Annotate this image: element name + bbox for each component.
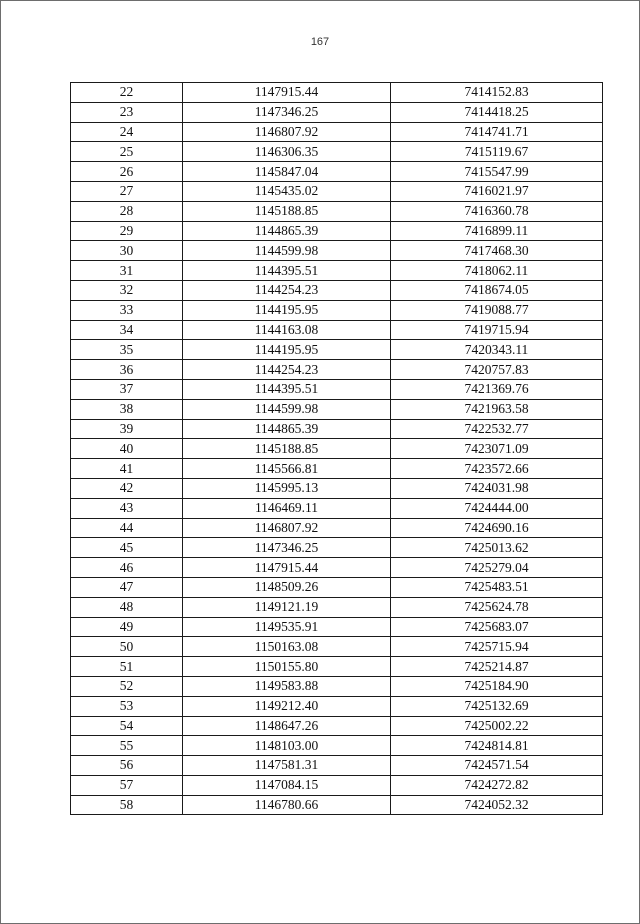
- y-coordinate-cell: 7423572.66: [391, 459, 603, 479]
- table-row: [71, 102, 603, 122]
- x-coordinate-cell: 1144195.95: [183, 300, 391, 320]
- x-coordinate-cell: 1150163.08: [183, 637, 391, 657]
- table-row: [71, 83, 603, 103]
- y-coordinate-cell: 7418674.05: [391, 280, 603, 300]
- y-coordinate-cell: 7416360.78: [391, 201, 603, 221]
- x-coordinate-cell: 1145188.85: [183, 439, 391, 459]
- coordinates-table: [70, 82, 603, 815]
- point-number-cell: 33: [71, 300, 183, 320]
- point-number-cell: 31: [71, 261, 183, 281]
- point-number-cell: 34: [71, 320, 183, 340]
- table-row: [71, 320, 603, 340]
- table-row: [71, 261, 603, 281]
- x-coordinate-cell: 1145995.13: [183, 478, 391, 498]
- point-number-cell: 36: [71, 360, 183, 380]
- table-row: [71, 300, 603, 320]
- point-number-cell: 50: [71, 637, 183, 657]
- x-coordinate-cell: 1146469.11: [183, 498, 391, 518]
- y-coordinate-cell: 7420343.11: [391, 340, 603, 360]
- table-row: [71, 478, 603, 498]
- point-number-cell: 39: [71, 419, 183, 439]
- table-row: [71, 795, 603, 815]
- point-number-cell: 41: [71, 459, 183, 479]
- y-coordinate-cell: 7425214.87: [391, 657, 603, 677]
- table-row: [71, 221, 603, 241]
- y-coordinate-cell: 7419088.77: [391, 300, 603, 320]
- point-number-cell: 42: [71, 478, 183, 498]
- table-row: [71, 597, 603, 617]
- table-row: [71, 577, 603, 597]
- x-coordinate-cell: 1144163.08: [183, 320, 391, 340]
- table-row: [71, 716, 603, 736]
- y-coordinate-cell: 7421369.76: [391, 379, 603, 399]
- point-number-cell: 38: [71, 399, 183, 419]
- table-row: [71, 696, 603, 716]
- x-coordinate-cell: 1147581.31: [183, 756, 391, 776]
- y-coordinate-cell: 7425624.78: [391, 597, 603, 617]
- y-coordinate-cell: 7414741.71: [391, 122, 603, 142]
- point-number-cell: 35: [71, 340, 183, 360]
- table-row: [71, 241, 603, 261]
- table-row: [71, 201, 603, 221]
- point-number-cell: 47: [71, 577, 183, 597]
- point-number-cell: 45: [71, 538, 183, 558]
- table-row: [71, 399, 603, 419]
- x-coordinate-cell: 1150155.80: [183, 657, 391, 677]
- y-coordinate-cell: 7415547.99: [391, 162, 603, 182]
- table-row: [71, 676, 603, 696]
- y-coordinate-cell: 7422532.77: [391, 419, 603, 439]
- x-coordinate-cell: 1144254.23: [183, 280, 391, 300]
- point-number-cell: 32: [71, 280, 183, 300]
- x-coordinate-cell: 1146306.35: [183, 142, 391, 162]
- table-row: [71, 142, 603, 162]
- y-coordinate-cell: 7418062.11: [391, 261, 603, 281]
- y-coordinate-cell: 7424272.82: [391, 775, 603, 795]
- table-row: [71, 736, 603, 756]
- table-row: [71, 162, 603, 182]
- point-number-cell: 25: [71, 142, 183, 162]
- y-coordinate-cell: 7424690.16: [391, 518, 603, 538]
- point-number-cell: 40: [71, 439, 183, 459]
- y-coordinate-cell: 7417468.30: [391, 241, 603, 261]
- x-coordinate-cell: 1144395.51: [183, 261, 391, 281]
- y-coordinate-cell: 7425184.90: [391, 676, 603, 696]
- x-coordinate-cell: 1144254.23: [183, 360, 391, 380]
- table-row: [71, 280, 603, 300]
- point-number-cell: 51: [71, 657, 183, 677]
- y-coordinate-cell: 7425002.22: [391, 716, 603, 736]
- table-row: [71, 459, 603, 479]
- x-coordinate-cell: 1145566.81: [183, 459, 391, 479]
- x-coordinate-cell: 1144599.98: [183, 399, 391, 419]
- y-coordinate-cell: 7419715.94: [391, 320, 603, 340]
- y-coordinate-cell: 7420757.83: [391, 360, 603, 380]
- x-coordinate-cell: 1144395.51: [183, 379, 391, 399]
- table-row: [71, 379, 603, 399]
- y-coordinate-cell: 7425715.94: [391, 637, 603, 657]
- table-row: [71, 439, 603, 459]
- x-coordinate-cell: 1148647.26: [183, 716, 391, 736]
- x-coordinate-cell: 1147346.25: [183, 102, 391, 122]
- y-coordinate-cell: 7415119.67: [391, 142, 603, 162]
- point-number-cell: 26: [71, 162, 183, 182]
- coordinates-table-body: [71, 83, 603, 815]
- x-coordinate-cell: 1149535.91: [183, 617, 391, 637]
- y-coordinate-cell: 7414152.83: [391, 83, 603, 103]
- x-coordinate-cell: 1149121.19: [183, 597, 391, 617]
- point-number-cell: 43: [71, 498, 183, 518]
- table-row: [71, 637, 603, 657]
- y-coordinate-cell: 7425132.69: [391, 696, 603, 716]
- x-coordinate-cell: 1147915.44: [183, 558, 391, 578]
- x-coordinate-cell: 1147084.15: [183, 775, 391, 795]
- x-coordinate-cell: 1145188.85: [183, 201, 391, 221]
- point-number-cell: 29: [71, 221, 183, 241]
- y-coordinate-cell: 7425683.07: [391, 617, 603, 637]
- table-row: [71, 419, 603, 439]
- point-number-cell: 54: [71, 716, 183, 736]
- point-number-cell: 46: [71, 558, 183, 578]
- point-number-cell: 23: [71, 102, 183, 122]
- x-coordinate-cell: 1144195.95: [183, 340, 391, 360]
- point-number-cell: 52: [71, 676, 183, 696]
- table-row: [71, 360, 603, 380]
- table-row: [71, 538, 603, 558]
- x-coordinate-cell: 1145847.04: [183, 162, 391, 182]
- point-number-cell: 57: [71, 775, 183, 795]
- point-number-cell: 44: [71, 518, 183, 538]
- y-coordinate-cell: 7424031.98: [391, 478, 603, 498]
- point-number-cell: 27: [71, 181, 183, 201]
- x-coordinate-cell: 1144865.39: [183, 419, 391, 439]
- y-coordinate-cell: 7421963.58: [391, 399, 603, 419]
- table-row: [71, 775, 603, 795]
- y-coordinate-cell: 7425013.62: [391, 538, 603, 558]
- table-row: [71, 518, 603, 538]
- point-number-cell: 58: [71, 795, 183, 815]
- table-row: [71, 498, 603, 518]
- x-coordinate-cell: 1146780.66: [183, 795, 391, 815]
- table-row: [71, 340, 603, 360]
- y-coordinate-cell: 7423071.09: [391, 439, 603, 459]
- point-number-cell: 55: [71, 736, 183, 756]
- y-coordinate-cell: 7424444.00: [391, 498, 603, 518]
- table-row: [71, 181, 603, 201]
- y-coordinate-cell: 7416899.11: [391, 221, 603, 241]
- y-coordinate-cell: 7424814.81: [391, 736, 603, 756]
- x-coordinate-cell: 1148509.26: [183, 577, 391, 597]
- x-coordinate-cell: 1149212.40: [183, 696, 391, 716]
- x-coordinate-cell: 1148103.00: [183, 736, 391, 756]
- point-number-cell: 28: [71, 201, 183, 221]
- point-number-cell: 56: [71, 756, 183, 776]
- point-number-cell: 53: [71, 696, 183, 716]
- x-coordinate-cell: 1144599.98: [183, 241, 391, 261]
- y-coordinate-cell: 7424052.32: [391, 795, 603, 815]
- point-number-cell: 24: [71, 122, 183, 142]
- x-coordinate-cell: 1147346.25: [183, 538, 391, 558]
- point-number-cell: 37: [71, 379, 183, 399]
- x-coordinate-cell: 1144865.39: [183, 221, 391, 241]
- table-row: [71, 122, 603, 142]
- table-row: [71, 558, 603, 578]
- table-row: [71, 756, 603, 776]
- point-number-cell: 30: [71, 241, 183, 261]
- table-row: [71, 657, 603, 677]
- x-coordinate-cell: 1146807.92: [183, 518, 391, 538]
- table-row: [71, 617, 603, 637]
- x-coordinate-cell: 1147915.44: [183, 83, 391, 103]
- x-coordinate-cell: 1145435.02: [183, 181, 391, 201]
- x-coordinate-cell: 1149583.88: [183, 676, 391, 696]
- point-number-cell: 22: [71, 83, 183, 103]
- point-number-cell: 48: [71, 597, 183, 617]
- x-coordinate-cell: 1146807.92: [183, 122, 391, 142]
- page-number: 167: [310, 36, 330, 48]
- y-coordinate-cell: 7425279.04: [391, 558, 603, 578]
- y-coordinate-cell: 7414418.25: [391, 102, 603, 122]
- point-number-cell: 49: [71, 617, 183, 637]
- y-coordinate-cell: 7424571.54: [391, 756, 603, 776]
- y-coordinate-cell: 7425483.51: [391, 577, 603, 597]
- y-coordinate-cell: 7416021.97: [391, 181, 603, 201]
